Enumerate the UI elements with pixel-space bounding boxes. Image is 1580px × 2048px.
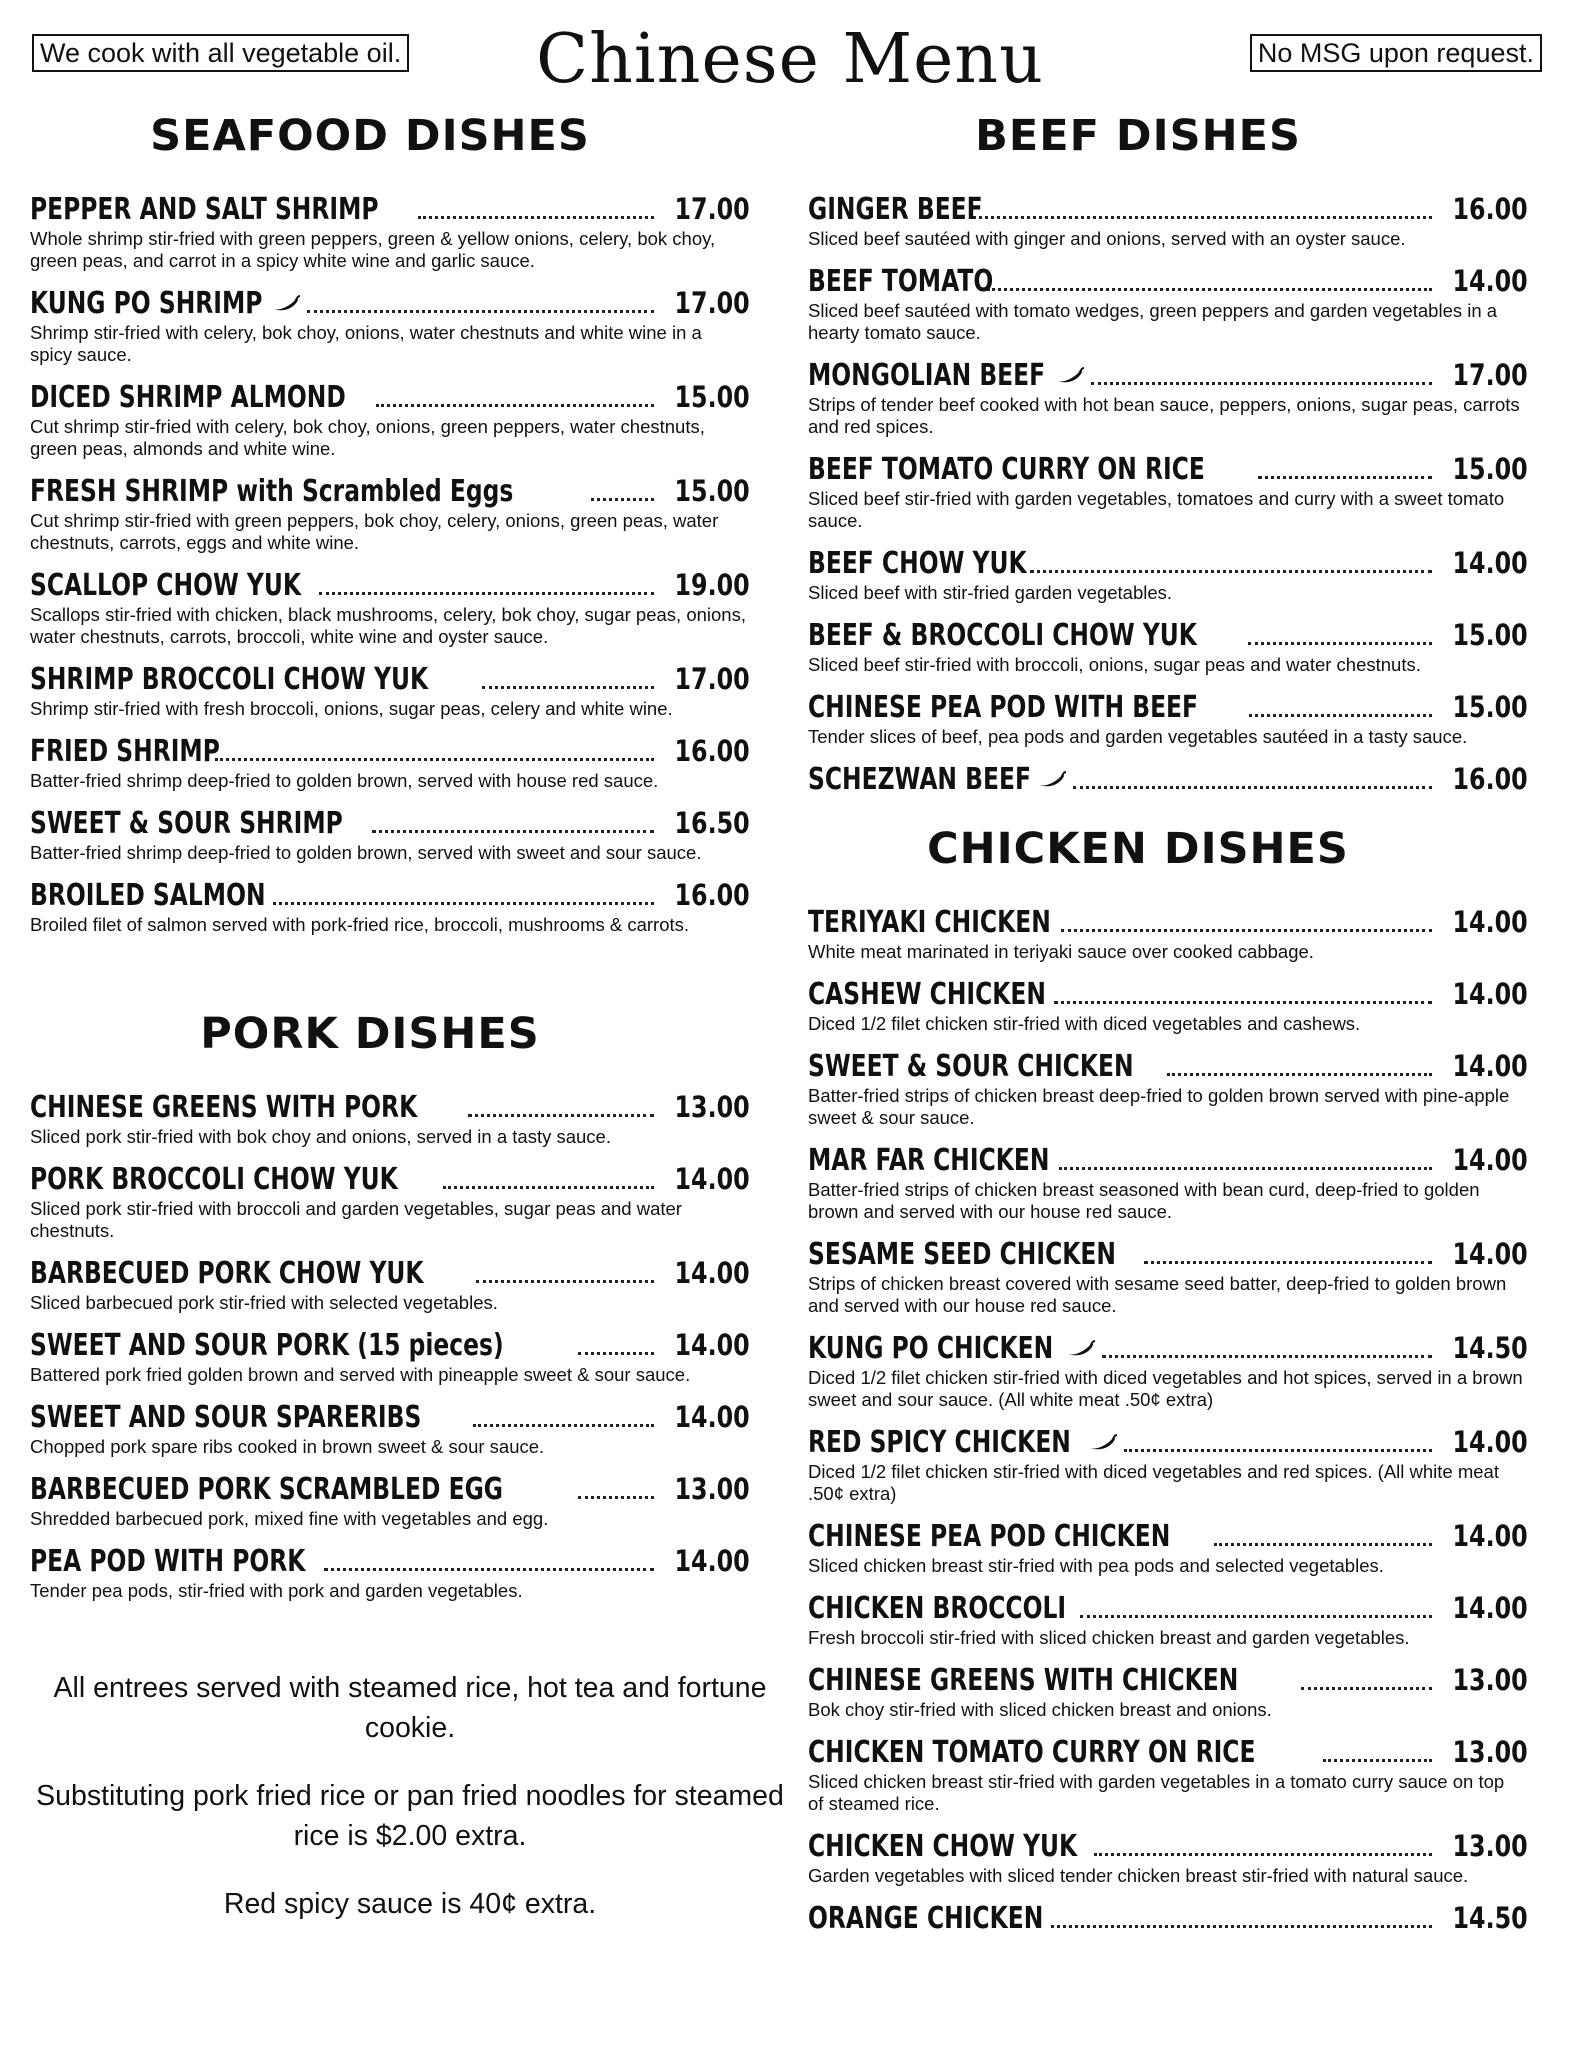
dot-leader [1030,570,1433,573]
dish-name: BEEF CHOW YUK [808,546,1027,581]
menu-item [808,1829,1528,1887]
dish-price: 17.00 [674,286,750,320]
menu-item-row [30,1256,750,1291]
dish-price: 13.00 [674,1472,750,1506]
dish-description: Sliced beef with stir-fried garden vegetables. [808,582,1173,603]
dish-price: 17.00 [1452,358,1528,392]
dish-name: DICED SHRIMP ALMOND [30,380,346,415]
dish-description: Sliced chicken breast stir-fried with garden vegetables in a tomato curry sauce on top of steamed rice. [808,1771,1505,1814]
dot-leader [1214,1543,1433,1546]
dish-name: SHRIMP BROCCOLI CHOW YUK [30,662,429,697]
menu-item-row [808,192,1528,227]
dish-description: Broiled filet of salmon served with pork-fried rice, broccoli, mushrooms & carrots. [30,914,690,935]
dot-leader [1124,1449,1432,1452]
menu-item [808,1143,1528,1223]
menu-item-row [808,264,1528,299]
dish-description: Diced 1/2 filet chicken stir-fried with diced vegetables and cashews. [808,1013,1361,1034]
dot-leader [324,1568,654,1571]
dish-name: RED SPICY CHICKEN [808,1425,1071,1460]
menu-item-row [808,1901,1528,1936]
dot-leader [473,1424,654,1427]
chili-pepper-icon [1088,1434,1118,1452]
menu-item-row [30,1544,750,1579]
menu-item-row [30,286,750,321]
menu-item-row [30,1472,750,1507]
dish-description: Diced 1/2 filet chicken stir-fried with diced vegetables and hot spices, served in a brown sweet and sour sauce. (All white meat .50¢ extra) [808,1367,1523,1410]
menu-item-row [30,1328,750,1363]
dish-price: 14.00 [674,1544,750,1578]
section-title: CHICKEN DISHES [927,824,1349,874]
item-list [30,192,750,936]
notice-vegetable-oil: We cook with all vegetable oil. [32,34,409,72]
dot-leader [1167,1073,1433,1076]
dish-name: BARBECUED PORK CHOW YUK [30,1256,424,1291]
menu-item-row [808,358,1528,393]
dot-leader [973,216,1432,219]
dish-name: SWEET & SOUR SHRIMP [30,806,343,841]
dot-leader [418,216,654,219]
dish-price: 13.00 [1452,1829,1528,1863]
note-substitution: Substituting pork fried rice or pan fried noodles for steamed rice is $2.00 extra. [36,1780,784,1852]
menu-item [30,1328,750,1386]
dish-price: 16.00 [1452,192,1528,226]
dish-name: BARBECUED PORK SCRAMBLED EGG [30,1472,503,1507]
menu-item-row [808,905,1528,940]
dot-leader [273,902,654,905]
dish-name: MAR FAR CHICKEN [808,1143,1050,1178]
menu-item [808,546,1528,604]
chili-pepper-icon [1037,771,1067,789]
menu-item [30,380,750,460]
left-column [30,108,750,1616]
menu-item [30,1256,750,1314]
dot-leader [1059,1167,1432,1170]
chili-pepper-icon [1055,367,1085,385]
dish-description: Batter-fried strips of chicken breast deep-fried to golden brown served with pine-apple sweet & sour sauce. [808,1085,1510,1128]
menu-item-row [808,1829,1528,1864]
dish-name: BEEF TOMATO CURRY ON RICE [808,452,1205,487]
dish-price: 16.00 [674,878,750,912]
dish-name: KUNG PO CHICKEN [808,1331,1054,1366]
dish-price: 14.00 [674,1162,750,1196]
menu-item [30,192,750,272]
menu-item [808,1591,1528,1649]
dish-name: FRIED SHRIMP [30,734,220,769]
dish-price: 15.00 [674,474,750,508]
dish-name: SCHEZWAN BEEF [808,762,1031,797]
dish-description: Sliced barbecued pork stir-fried with selected vegetables. [30,1292,498,1313]
dish-price: 15.00 [674,380,750,414]
dish-name: GINGER BEEF [808,192,983,227]
menu-item [30,662,750,720]
menu-item-row [30,734,750,769]
dot-leader [1258,476,1432,479]
dish-price: 14.00 [1452,905,1528,939]
dot-leader [443,1186,655,1189]
dish-price: 13.00 [674,1090,750,1124]
dish-name: ORANGE CHICKEN [808,1901,1044,1936]
menu-item [808,1331,1528,1411]
menu-item-row [808,452,1528,487]
dish-price: 14.00 [1452,1519,1528,1553]
dish-price: 14.00 [1452,1143,1528,1177]
dish-price: 17.00 [674,192,750,226]
dish-description: Cut shrimp stir-fried with celery, bok choy, onions, green peppers, water chestnuts, green peas, almonds and white wine. [30,416,705,459]
menu-item [808,1049,1528,1129]
menu-item-row [808,1663,1528,1698]
dish-name: SWEET AND SOUR SPARERIBS [30,1400,422,1435]
dot-leader [215,758,655,761]
dish-description: Shredded barbecued pork, mixed fine with vegetables and egg. [30,1508,549,1529]
dot-leader [987,288,1433,291]
dish-name: CHINESE GREENS WITH CHICKEN [808,1663,1239,1698]
section-title: SEAFOOD DISHES [150,111,590,161]
dish-description: Cut shrimp stir-fried with green peppers, bok choy, celery, onions, green peas, water chestnuts, carrots, eggs and white wine. [30,510,719,553]
dish-description: Sliced pork stir-fried with bok choy and onions, served in a tasty sauce. [30,1126,611,1147]
dish-name: PEPPER AND SALT SHRIMP [30,192,379,227]
menu-item [808,618,1528,676]
note-entrees: All entrees served with steamed rice, hot tea and fortune cookie. [53,1672,767,1744]
menu-item [30,474,750,554]
dish-name: KUNG PO SHRIMP [30,286,263,321]
dish-description: Chopped pork spare ribs cooked in brown sweet & sour sauce. [30,1436,545,1457]
item-list [808,192,1528,797]
dish-description: Battered pork fried golden brown and served with pineapple sweet & sour sauce. [30,1364,691,1385]
dish-price: 16.00 [1452,762,1528,796]
dot-leader [468,1114,655,1117]
menu-item-row [30,192,750,227]
dish-price: 14.50 [1452,1331,1528,1365]
section-seafood [30,108,750,936]
menu-item-row [30,662,750,697]
menu-item-row [808,1237,1528,1272]
menu-item [808,264,1528,344]
dot-leader [1249,714,1432,717]
dish-description: White meat marinated in teriyaki sauce over cooked cabbage. [808,941,1314,962]
dish-description: Scallops stir-fried with chicken, black mushrooms, celery, bok choy, sugar peas, onions, water chestnuts, carrots, broccoli, white wine and oyster sauce. [30,604,746,647]
menu-item [808,1735,1528,1815]
menu-item [30,878,750,936]
dot-leader [1091,382,1432,385]
menu-item-row [808,1049,1528,1084]
dish-name: BEEF TOMATO [808,264,994,299]
menu-item [30,1400,750,1458]
menu-item-row [30,1400,750,1435]
dish-name: CHINESE GREENS WITH PORK [30,1090,418,1125]
dish-price: 17.00 [674,662,750,696]
dish-name: SWEET AND SOUR PORK (15 pieces) [30,1328,504,1363]
note-spicy-sauce: Red spicy sauce is 40¢ extra. [223,1888,597,1920]
menu-item [30,806,750,864]
menu-item-row [808,618,1528,653]
dish-price: 13.00 [1452,1663,1528,1697]
menu-item-row [30,806,750,841]
dish-description: Sliced beef sautéed with tomato wedges, green peppers and garden vegetables in a hearty tomato sauce. [808,300,1498,343]
dish-description: Sliced chicken breast stir-fried with pea pods and selected vegetables. [808,1555,1384,1576]
dot-leader [578,1352,654,1355]
dot-leader [1051,1925,1432,1928]
menu-item-row [808,1425,1528,1460]
dish-name: BROILED SALMON [30,878,266,913]
dot-leader [1323,1759,1432,1762]
dish-price: 14.00 [1452,977,1528,1011]
dish-name: CHICKEN TOMATO CURRY ON RICE [808,1735,1256,1770]
dish-price: 14.00 [1452,1049,1528,1083]
menu-item [30,1090,750,1148]
dot-leader [307,310,654,313]
dot-leader [376,404,654,407]
menu-item-row [808,1331,1528,1366]
dish-price: 16.00 [674,734,750,768]
dish-price: 14.00 [1452,546,1528,580]
menu-item-row [808,546,1528,581]
notice-no-msg: No MSG upon request. [1250,34,1542,72]
menu-item [30,1162,750,1242]
right-column [808,108,1528,1950]
dot-leader [1080,1615,1432,1618]
menu-item [30,734,750,792]
dish-name: SESAME SEED CHICKEN [808,1237,1116,1272]
dish-price: 14.00 [674,1328,750,1362]
dish-name: SCALLOP CHOW YUK [30,568,302,603]
menu-item-row [808,1143,1528,1178]
menu-item [30,1544,750,1602]
section-chicken [808,821,1528,1936]
menu-item [30,286,750,366]
dot-leader [1094,1853,1432,1856]
dot-leader [591,498,654,501]
dish-price: 14.00 [674,1400,750,1434]
dish-price: 19.00 [674,568,750,602]
dish-description: Tender slices of beef, pea pods and garden vegetables sautéed in a tasty sauce. [808,726,1468,747]
dish-description: Sliced pork stir-fried with broccoli and garden vegetables, sugar peas and water chestnuts. [30,1198,682,1241]
dish-description: Sliced beef stir-fried with broccoli, onions, sugar peas and water chestnuts. [808,654,1421,675]
dish-description: Tender pea pods, stir-fried with pork and garden vegetables. [30,1580,523,1601]
dish-price: 15.00 [1452,452,1528,486]
dot-leader [319,592,655,595]
dish-description: Batter-fried shrimp deep-fried to golden brown, served with sweet and sour sauce. [30,842,702,863]
dish-name: CHICKEN CHOW YUK [808,1829,1078,1864]
menu-item [30,568,750,648]
dish-description: Garden vegetables with sliced tender chicken breast stir-fried with natural sauce. [808,1865,1469,1886]
menu-item-row [808,977,1528,1012]
dish-price: 13.00 [1452,1735,1528,1769]
section-title: PORK DISHES [200,1009,540,1059]
menu-item [808,192,1528,250]
dish-price: 15.00 [1452,618,1528,652]
dish-price: 14.00 [1452,1591,1528,1625]
item-list [30,1090,750,1602]
menu-item-row [808,1735,1528,1770]
dish-description: Batter-fried shrimp deep-fried to golden brown, served with house red sauce. [30,770,659,791]
dish-description: Fresh broccoli stir-fried with sliced chicken breast and garden vegetables. [808,1627,1410,1648]
dish-description: Shrimp stir-fried with celery, bok choy, onions, water chestnuts and white wine in a spicy sauce. [30,322,702,365]
dish-description: Whole shrimp stir-fried with green peppers, green & yellow onions, celery, bok choy, green peas, and carrot in a spicy white wine and garlic sauce. [30,228,716,271]
section-title: BEEF DISHES [975,111,1301,161]
menu-item [808,977,1528,1035]
item-list [808,905,1528,1936]
dish-description: Batter-fried strips of chicken breast seasoned with bean curd, deep-fried to golden brown and served with our house red sauce. [808,1179,1480,1222]
menu-item-row [808,762,1528,797]
dish-name: MONGOLIAN BEEF [808,358,1046,393]
footer-notes [30,1668,790,1952]
menu-item [808,1519,1528,1577]
dish-description: Strips of tender beef cooked with hot bean sauce, peppers, onions, sugar peas, carrots and red spices. [808,394,1520,437]
dot-leader [482,686,655,689]
menu-item [808,452,1528,532]
menu-item [808,1237,1528,1317]
dish-price: 14.00 [674,1256,750,1290]
dish-name: CHINESE PEA POD WITH BEEF [808,690,1199,725]
chili-pepper-icon [271,295,301,313]
menu-item-row [30,380,750,415]
dish-name: CHICKEN BROCCOLI [808,1591,1067,1626]
menu-item-row [30,1162,750,1197]
dot-leader [372,830,654,833]
section-pork [30,1006,750,1602]
chili-pepper-icon [1066,1340,1096,1358]
menu-item [808,1663,1528,1721]
dot-leader [1102,1355,1433,1358]
dot-leader [1144,1261,1432,1264]
dish-name: BEEF & BROCCOLI CHOW YUK [808,618,1197,653]
dish-price: 16.50 [674,806,750,840]
dish-description: Strips of chicken breast covered with sesame seed batter, deep-fried to golden brown and served with our house red sauce. [808,1273,1507,1316]
dish-description: Bok choy stir-fried with sliced chicken breast and onions. [808,1699,1272,1720]
page-title: Chinese Menu [536,20,1044,99]
menu-item-row [30,474,750,509]
dish-price: 14.00 [1452,264,1528,298]
menu-item-row [808,690,1528,725]
dish-description: Diced 1/2 filet chicken stir-fried with diced vegetables and red spices. (All white meat .50¢ extra) [808,1461,1499,1504]
dish-name: PORK BROCCOLI CHOW YUK [30,1162,398,1197]
menu-item [808,1901,1528,1936]
dot-leader [1073,786,1432,789]
menu-item-row [808,1519,1528,1554]
menu-item [30,1472,750,1530]
dish-name: CHINESE PEA POD CHICKEN [808,1519,1171,1554]
dish-price: 14.00 [1452,1237,1528,1271]
menu-item [808,905,1528,963]
dish-price: 15.00 [1452,690,1528,724]
dot-leader [1061,929,1433,932]
menu-item [808,690,1528,748]
dish-description: Shrimp stir-fried with fresh broccoli, onions, sugar peas, celery and white wine. [30,698,673,719]
menu-item [808,1425,1528,1505]
menu-item [808,358,1528,438]
dish-name: PEA POD WITH PORK [30,1544,306,1579]
dish-name: TERIYAKI CHICKEN [808,905,1051,940]
menu-item-row [808,1591,1528,1626]
dot-leader [476,1280,655,1283]
menu-item [808,762,1528,797]
menu-item-row [30,878,750,913]
dot-leader [1301,1687,1432,1690]
dot-leader [1248,642,1432,645]
dish-name: CASHEW CHICKEN [808,977,1047,1012]
section-beef [808,108,1528,797]
dish-name: SWEET & SOUR CHICKEN [808,1049,1134,1084]
dot-leader [1054,1001,1432,1004]
dot-leader [578,1496,655,1499]
dish-description: Sliced beef stir-fried with garden vegetables, tomatoes and curry with a sweet tomato sauce. [808,488,1505,531]
dish-description: Sliced beef sautéed with ginger and onions, served with an oyster sauce. [808,228,1406,249]
dish-price: 14.00 [1452,1425,1528,1459]
dish-price: 14.50 [1452,1901,1528,1935]
dish-name: FRESH SHRIMP with Scrambled Eggs [30,474,514,509]
menu-item-row [30,568,750,603]
menu-item-row [30,1090,750,1125]
